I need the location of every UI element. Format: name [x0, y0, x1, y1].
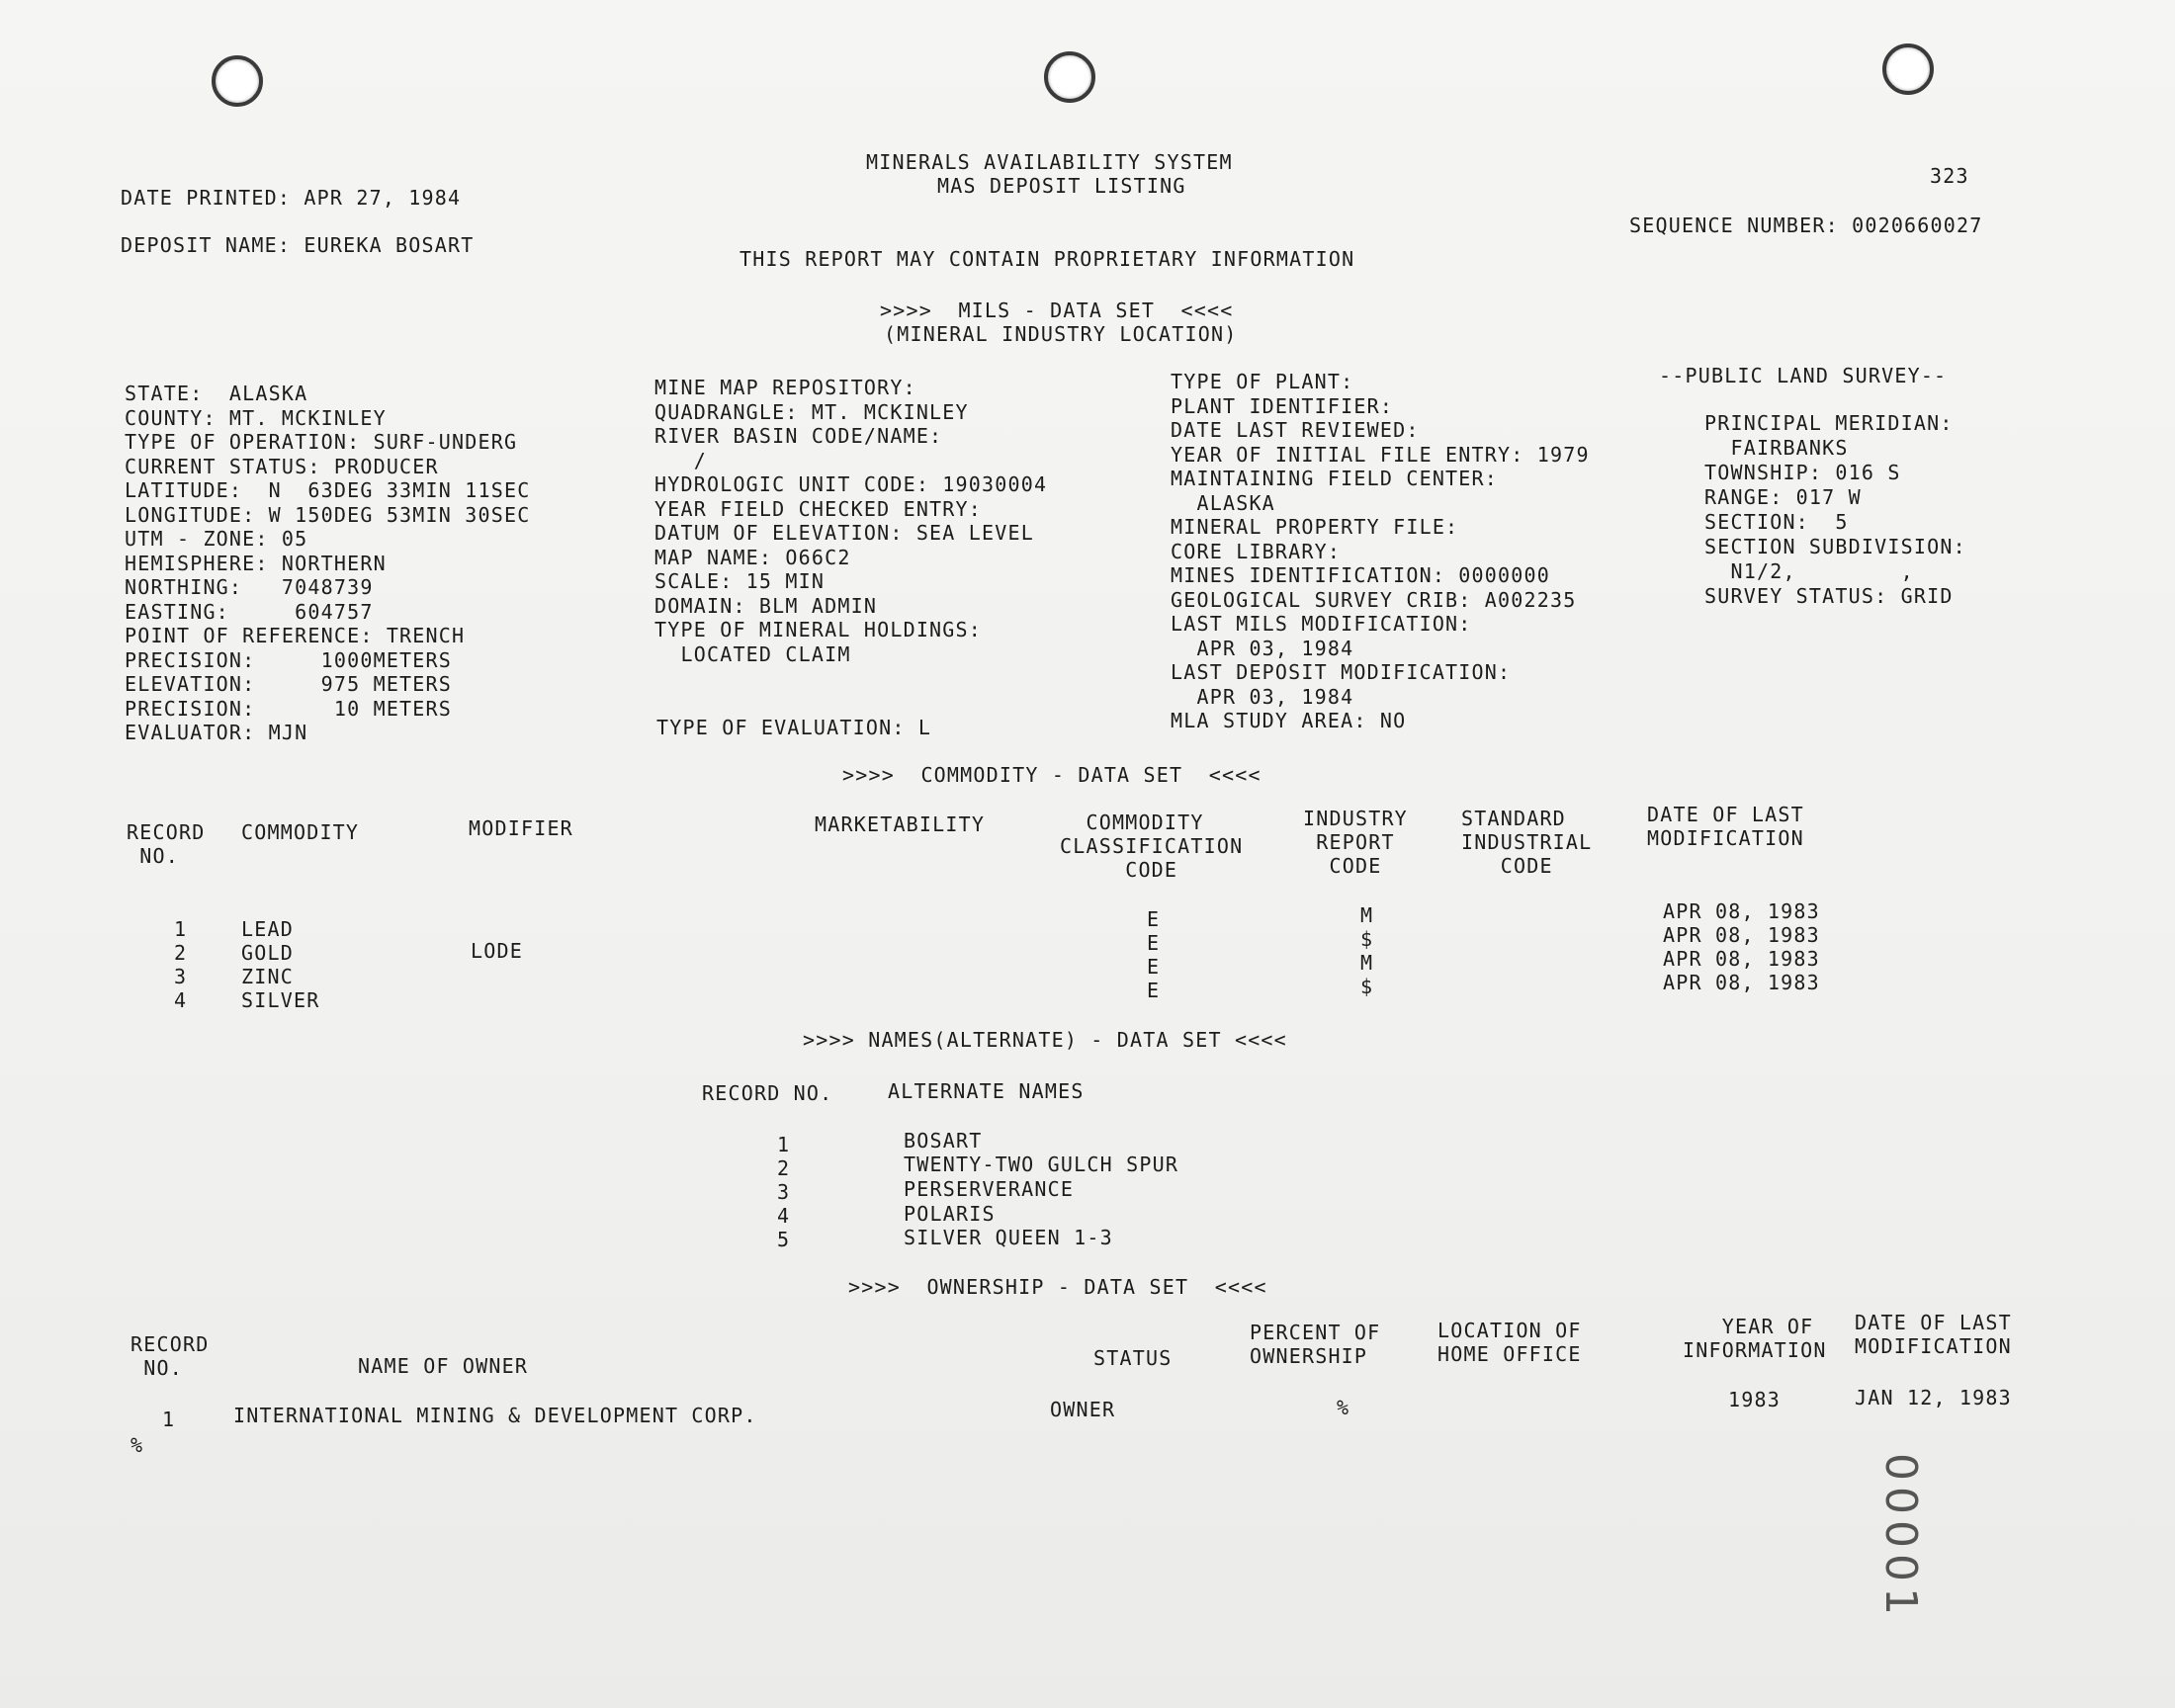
mils-field: HYDROLOGIC UNIT CODE: 19030004	[654, 472, 1048, 496]
list-item-no: 4	[777, 1204, 791, 1228]
commodity-date: APR 08, 1983	[1663, 971, 1820, 994]
sequence-number: SEQUENCE NUMBER: 0020660027	[1629, 214, 1983, 237]
mils-field: TYPE OF OPERATION: SURF-UNDERG	[125, 430, 518, 454]
commodity-modifier: LODE	[471, 939, 523, 963]
commodity-date: APR 08, 1983	[1663, 947, 1820, 971]
ownership-header-name: NAME OF OWNER	[358, 1354, 529, 1378]
commodity-date: APR 08, 1983	[1663, 899, 1820, 923]
system-title: MINERALS AVAILABILITY SYSTEM	[866, 150, 1233, 174]
mils-field: POINT OF REFERENCE: TRENCH	[125, 624, 466, 647]
commodity-header-date: DATE OF LAST MODIFICATION	[1647, 803, 1804, 850]
commodity-name: ZINC	[241, 965, 294, 988]
owner-trailer: %	[130, 1433, 144, 1457]
commodity-header-commodity: COMMODITY	[241, 820, 360, 844]
names-header-names: ALTERNATE NAMES	[888, 1079, 1085, 1103]
mils-field: PRECISION: 1000METERS	[125, 647, 453, 672]
mils-field: TYPE OF MINERAL HOLDINGS:	[654, 618, 983, 641]
punch-hole-left	[212, 55, 263, 107]
mils-field: ELEVATION: 975 METERS	[125, 672, 453, 696]
ownership-header-record: RECORD NO.	[130, 1332, 210, 1380]
mils-field: MLA STUDY AREA: NO	[1171, 709, 1407, 732]
mils-field: QUADRANGLE: MT. MCKINLEY	[654, 399, 969, 424]
mils-field: MINE MAP REPOSITORY:	[654, 376, 916, 399]
page-number: 323	[1930, 164, 1969, 188]
survey-field: TOWNSHIP: 016 S	[1704, 461, 1901, 484]
list-item: PERSERVERANCE	[904, 1177, 1075, 1201]
date-printed: DATE PRINTED: APR 27, 1984	[121, 186, 462, 210]
ownership-header-percent: PERCENT OF OWNERSHIP	[1250, 1321, 1381, 1368]
commodity-name: LEAD	[241, 917, 294, 941]
public-land-survey-title: --PUBLIC LAND SURVEY--	[1659, 364, 1948, 387]
survey-field: PRINCIPAL MERIDIAN:	[1704, 411, 1954, 435]
mils-field: MINERAL PROPERTY FILE:	[1171, 515, 1459, 539]
type-of-evaluation: TYPE OF EVALUATION: L	[656, 716, 932, 739]
mils-field: HEMISPHERE: NORTHERN	[125, 551, 387, 575]
commodity-class-code: E	[1147, 979, 1161, 1002]
ownership-header-status: STATUS	[1093, 1346, 1173, 1370]
commodity-date: APR 08, 1983	[1663, 923, 1820, 947]
ownership-header-location: LOCATION OF HOME OFFICE	[1437, 1319, 1582, 1366]
list-item: POLARIS	[904, 1202, 996, 1226]
mils-field: TYPE OF PLANT:	[1171, 370, 1354, 393]
ownership-header-date: DATE OF LAST MODIFICATION	[1855, 1311, 2012, 1358]
mils-field: MINES IDENTIFICATION: 0000000	[1171, 563, 1550, 587]
owner-record-no: 1	[162, 1408, 176, 1431]
listing-title: MAS DEPOSIT LISTING	[937, 174, 1186, 198]
mils-field: DATUM OF ELEVATION: SEA LEVEL	[654, 521, 1034, 545]
commodity-header-classification: COMMODITY CLASSIFICATION CODE	[1060, 811, 1244, 882]
commodity-record-no: 4	[174, 988, 188, 1012]
commodity-industry-code: $	[1360, 927, 1374, 951]
mils-field: DATE LAST REVIEWED:	[1171, 418, 1420, 442]
mils-subtitle: (MINERAL INDUSTRY LOCATION)	[884, 322, 1238, 346]
ownership-title: >>>> OWNERSHIP - DATA SET <<<<	[848, 1275, 1267, 1299]
mils-field: YEAR FIELD CHECKED ENTRY:	[654, 496, 983, 521]
commodity-record-no: 1	[174, 917, 188, 941]
commodity-header-marketability: MARKETABILITY	[815, 812, 986, 836]
survey-field: FAIRBANKS	[1704, 436, 1849, 460]
mils-field: MAINTAINING FIELD CENTER:	[1171, 467, 1499, 490]
proprietary-notice: THIS REPORT MAY CONTAIN PROPRIETARY INFORMATION	[740, 247, 1355, 271]
list-item: BOSART	[904, 1129, 983, 1153]
mils-field: MAP NAME: O66C2	[654, 545, 851, 569]
mils-field: LAST MILS MODIFICATION:	[1171, 612, 1472, 636]
commodity-class-code: E	[1147, 931, 1161, 955]
owner-date: JAN 12, 1983	[1855, 1386, 2012, 1409]
mils-field: APR 03, 1984	[1171, 636, 1354, 660]
mils-field: LATITUDE: N 63DEG 33MIN 11SEC	[125, 478, 531, 502]
mils-field: CURRENT STATUS: PRODUCER	[125, 454, 439, 478]
commodity-header-record: RECORD NO.	[127, 820, 206, 868]
mils-field: APR 03, 1984	[1171, 684, 1354, 709]
survey-field: RANGE: 017 W	[1704, 485, 1862, 509]
list-item-no: 5	[777, 1228, 791, 1251]
mils-field: RIVER BASIN CODE/NAME:	[654, 424, 943, 448]
commodity-record-no: 3	[174, 965, 188, 988]
list-item-no: 1	[777, 1133, 791, 1156]
deposit-name: DEPOSIT NAME: EUREKA BOSART	[121, 233, 475, 257]
mils-field: LONGITUDE: W 150DEG 53MIN 30SEC	[125, 502, 531, 527]
owner-status: OWNER	[1050, 1398, 1116, 1421]
mils-field: STATE: ALASKA	[125, 382, 308, 405]
mils-field: PLANT IDENTIFIER:	[1171, 393, 1394, 418]
survey-field: N1/2, ,	[1704, 559, 1914, 583]
list-item-no: 2	[777, 1156, 791, 1180]
ownership-header-year: YEAR OF INFORMATION	[1683, 1315, 1827, 1362]
mils-field: SCALE: 15 MIN	[654, 569, 826, 593]
list-item: TWENTY-TWO GULCH SPUR	[904, 1153, 1179, 1176]
owner-name: INTERNATIONAL MINING & DEVELOPMENT CORP.	[233, 1404, 757, 1427]
commodity-title: >>>> COMMODITY - DATA SET <<<<	[842, 763, 1262, 787]
commodity-industry-code: M	[1360, 903, 1374, 927]
commodity-industry-code: M	[1360, 951, 1374, 975]
mils-field: DOMAIN: BLM ADMIN	[654, 593, 878, 618]
list-item: SILVER QUEEN 1-3	[904, 1226, 1113, 1249]
commodity-name: SILVER	[241, 988, 320, 1012]
commodity-record-no: 2	[174, 941, 188, 965]
names-title: >>>> NAMES(ALTERNATE) - DATA SET <<<<	[803, 1028, 1287, 1052]
survey-field: SURVEY STATUS: GRID	[1704, 584, 1954, 608]
mils-field: GEOLOGICAL SURVEY CRIB: A002235	[1171, 587, 1577, 612]
mils-title: >>>> MILS - DATA SET <<<<	[880, 299, 1234, 322]
commodity-header-industry: INDUSTRY REPORT CODE	[1303, 807, 1408, 878]
mils-field: LAST DEPOSIT MODIFICATION:	[1171, 660, 1512, 684]
names-header-record: RECORD NO.	[702, 1081, 833, 1105]
owner-year: 1983	[1728, 1388, 1781, 1411]
mils-field: /	[654, 448, 707, 472]
mils-field: EASTING: 604757	[125, 599, 374, 624]
mils-field: ALASKA	[1171, 490, 1275, 515]
mils-field: YEAR OF INITIAL FILE ENTRY: 1979	[1171, 442, 1590, 467]
mils-field: UTM - ZONE: 05	[125, 527, 308, 551]
commodity-class-code: E	[1147, 907, 1161, 931]
punch-hole-center	[1044, 51, 1095, 103]
survey-field: SECTION SUBDIVISION:	[1704, 535, 1966, 558]
mils-field: LOCATED CLAIM	[654, 641, 851, 666]
punch-hole-right	[1882, 43, 1934, 95]
mils-field: COUNTY: MT. MCKINLEY	[125, 405, 387, 430]
commodity-header-sic: STANDARD INDUSTRIAL CODE	[1461, 807, 1593, 878]
mils-field: CORE LIBRARY:	[1171, 539, 1342, 563]
list-item-no: 3	[777, 1180, 791, 1204]
commodity-class-code: E	[1147, 955, 1161, 979]
mils-field: NORTHING: 7048739	[125, 575, 374, 599]
owner-percent: %	[1337, 1396, 1350, 1419]
commodity-name: GOLD	[241, 941, 294, 965]
page-stamp: 00001	[1875, 1453, 1926, 1621]
commodity-header-modifier: MODIFIER	[469, 816, 573, 840]
mils-field: EVALUATOR: MJN	[125, 721, 308, 744]
mils-field: PRECISION: 10 METERS	[125, 696, 453, 721]
commodity-industry-code: $	[1360, 975, 1374, 998]
survey-field: SECTION: 5	[1704, 510, 1849, 534]
